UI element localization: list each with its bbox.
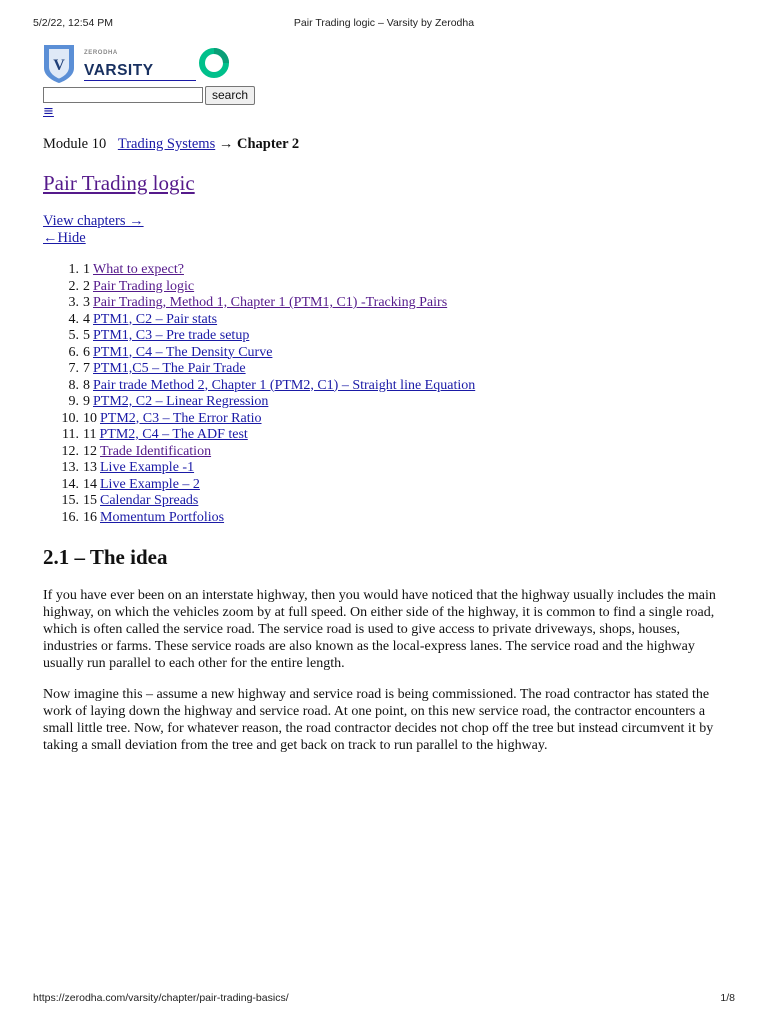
chapter-number: 10. xyxy=(61,410,79,426)
chapter-number: 13. xyxy=(61,460,79,475)
chapter-number: 9. xyxy=(68,394,79,409)
breadcrumb-current: Chapter 2 xyxy=(236,136,300,152)
chapter-link[interactable]: PTM1,C5 – The Pair Trade xyxy=(93,361,246,376)
breadcrumb xyxy=(43,136,299,153)
chapter-item xyxy=(43,427,475,444)
chapter-link[interactable]: Live Example – 2 xyxy=(100,476,200,492)
chapter-index: 14 xyxy=(83,476,97,492)
page-title[interactable]: Pair Trading logic xyxy=(43,171,195,195)
chapter-link[interactable]: Live Example -1 xyxy=(100,460,195,475)
chapter-number: 6. xyxy=(68,344,79,360)
chapter-item xyxy=(43,460,475,477)
chapter-link[interactable]: Pair trade Method 2, Chapter 1 (PTM2, C1) – Straight line Equation xyxy=(93,377,476,393)
chapter-link[interactable]: Pair Trading, Method 1, Chapter 1 (PTM1, C1) -Tracking Pairs xyxy=(93,295,448,310)
chapter-number: 2. xyxy=(68,278,79,294)
print-url: https://zerodha.com/varsity/chapter/pair-trading-basics/ xyxy=(33,992,289,1004)
chapter-index: 12 xyxy=(83,443,97,459)
chapter-number: 4. xyxy=(68,311,79,327)
chapter-item xyxy=(43,411,475,428)
chapter-link[interactable]: PTM1, C4 – The Density Curve xyxy=(93,344,273,360)
chapter-index: 16 xyxy=(83,509,97,525)
chapter-item xyxy=(43,345,475,362)
body-paragraph: Now imagine this – assume a new highway and service road is being commissioned. The road contractor has stated the work of laying down the highway and service road. At one point, on this new service road, the contractor encounters a small little tree. Now, for whatever reason, the road contractor decides not chop off the tree but instead circumvent it by taking a small deviation from the tree and get back on track to run parallel to the highway. xyxy=(43,687,714,753)
chapter-item xyxy=(43,262,475,279)
section-heading: 2.1 – The idea xyxy=(43,545,168,569)
print-footer xyxy=(33,992,735,1006)
chapter-item xyxy=(43,510,475,527)
chapter-index: 11 xyxy=(83,427,97,442)
chapter-index: 10 xyxy=(83,410,97,426)
chapter-index: 7 xyxy=(83,361,90,376)
search-input[interactable] xyxy=(43,87,203,103)
chapter-number: 7. xyxy=(68,361,79,376)
chapter-index: 5 xyxy=(83,328,90,343)
chapter-item xyxy=(43,394,475,411)
chapter-link[interactable]: Momentum Portfolios xyxy=(100,509,225,525)
chapter-item xyxy=(43,493,475,510)
view-chapters-link[interactable]: View chapters → xyxy=(43,213,144,229)
chapter-index: 8 xyxy=(83,377,90,393)
chapter-index: 2 xyxy=(83,278,90,294)
print-page-number: 1/8 xyxy=(720,992,735,1004)
shield-icon xyxy=(43,44,75,84)
chapter-item xyxy=(43,361,475,378)
chapter-link[interactable]: PTM2, C4 – The ADF test xyxy=(99,427,248,442)
chapter-item xyxy=(43,312,475,329)
hamburger-menu-icon[interactable]: ≡ xyxy=(43,104,54,119)
chapter-number: 1. xyxy=(68,262,79,277)
chapter-link[interactable]: PTM1, C3 – Pre trade setup xyxy=(93,328,250,343)
chapter-number: 5. xyxy=(68,328,79,343)
chapter-index: 6 xyxy=(83,344,90,360)
chapter-index: 1 xyxy=(83,262,90,277)
breadcrumb-link-trading-systems[interactable]: Trading Systems xyxy=(117,136,216,152)
chapter-item xyxy=(43,328,475,345)
shield-letter: V xyxy=(53,57,65,74)
chapter-list xyxy=(43,262,475,526)
breadcrumb-module: Module 10 xyxy=(43,136,107,152)
ring-logo-icon xyxy=(198,47,230,79)
chapter-number: 8. xyxy=(68,377,79,393)
chapter-number: 15. xyxy=(61,493,79,508)
chapter-number: 11. xyxy=(62,427,79,442)
print-datetime: 5/2/22, 12:54 PM xyxy=(33,17,113,29)
chapter-number: 3. xyxy=(68,295,79,310)
print-title: Pair Trading logic – Varsity by Zerodha xyxy=(293,17,475,29)
chapter-link[interactable]: What to expect? xyxy=(93,262,184,277)
chapter-index: 4 xyxy=(83,311,90,327)
search-button[interactable]: search xyxy=(205,86,255,105)
chapter-index: 9 xyxy=(83,394,90,409)
print-header xyxy=(33,17,735,31)
chapter-index: 13 xyxy=(83,460,97,475)
chapter-item xyxy=(43,444,475,461)
chapter-link[interactable]: PTM1, C2 – Pair stats xyxy=(93,311,218,327)
chapter-link[interactable]: PTM2, C2 – Linear Regression xyxy=(93,394,269,409)
chapter-link[interactable]: Trade Identification xyxy=(100,443,212,459)
brand-small-text: ZERODHA xyxy=(84,50,118,56)
chapter-number: 14. xyxy=(61,476,79,492)
chapter-number: 12. xyxy=(61,443,79,459)
chapter-link[interactable]: PTM2, C3 – The Error Ratio xyxy=(100,410,262,426)
chapter-item xyxy=(43,295,475,312)
chapter-link[interactable]: Pair Trading logic xyxy=(93,278,195,294)
chapter-item xyxy=(43,279,475,296)
brand-name: VARSITY xyxy=(84,62,154,79)
chapter-number: 16. xyxy=(61,509,79,525)
varsity-logo[interactable] xyxy=(43,44,193,86)
chapter-index: 3 xyxy=(83,295,90,310)
body-paragraph: If you have ever been on an interstate highway, then you would have noticed that the highway usually includes the main highway, on which the vehicles zoom by at full speed. On either side of the highway, it is common to find a single road, which is often called the service road. The service road is used to give access to private driveways, shops, houses, industries or farms. These service roads are also known as the local-express lanes. The service road and the highway usually run parallel to each other for the entire length. xyxy=(43,588,716,671)
chapter-index: 15 xyxy=(83,493,97,508)
chapter-link[interactable]: Calendar Spreads xyxy=(100,493,199,508)
chapter-item xyxy=(43,378,475,395)
brand-underline xyxy=(84,80,196,81)
breadcrumb-arrow-icon: → xyxy=(218,136,234,152)
chapter-item xyxy=(43,477,475,494)
hide-link[interactable]: ←Hide xyxy=(43,230,86,246)
